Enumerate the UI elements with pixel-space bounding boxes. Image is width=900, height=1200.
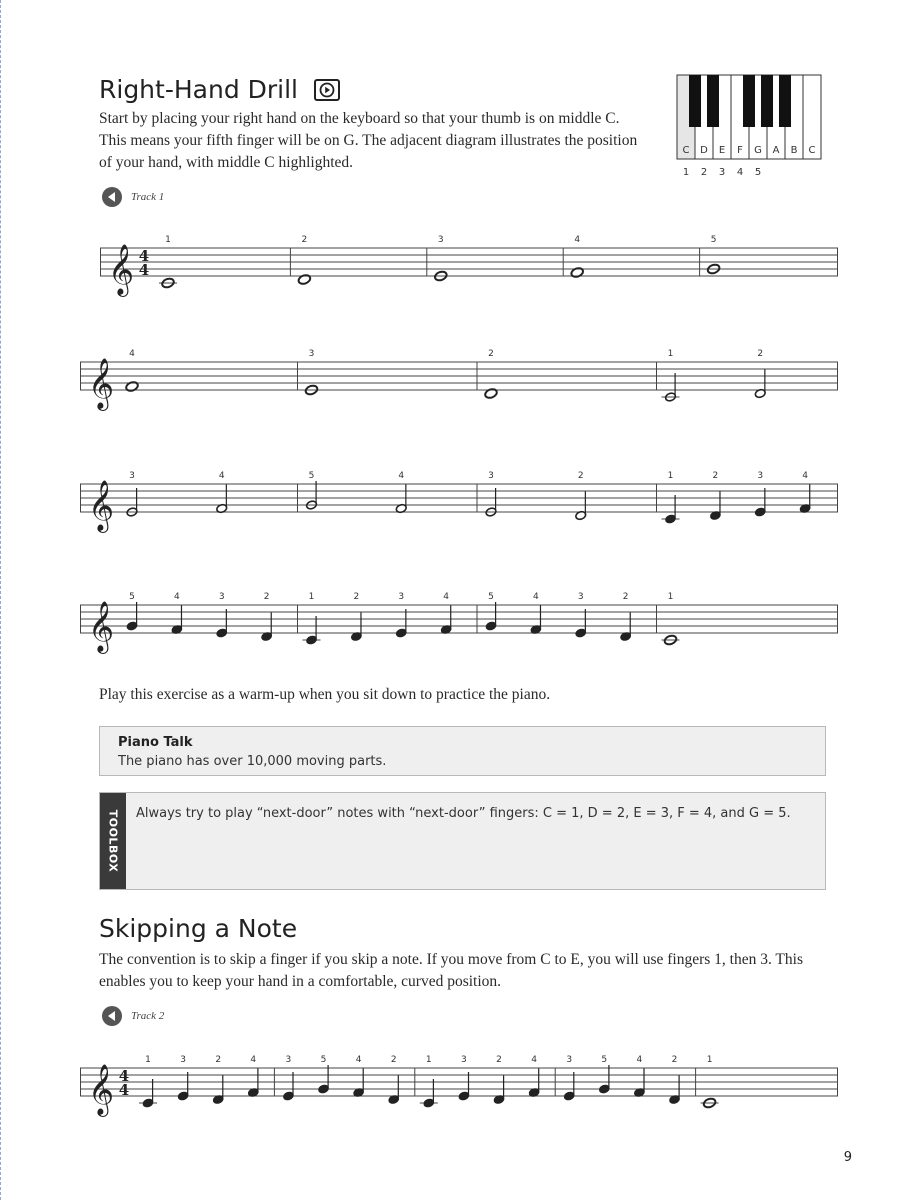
time-signature-bottom: 4: [138, 261, 150, 279]
key-label: E: [718, 145, 726, 156]
music-staff-1: [100, 226, 840, 296]
key-label: C: [682, 145, 690, 156]
key-label: C: [808, 145, 816, 156]
audio-track-icon: [101, 186, 123, 208]
key-label: F: [737, 145, 743, 156]
fingering-number: 4: [250, 1055, 257, 1065]
key-label: A: [772, 145, 780, 156]
warmup-text: Play this exercise as a warm-up when you sit down to practice the piano.: [99, 686, 551, 703]
skipping-paragraph: [99, 949, 839, 993]
toolbox-label: TOOLBOX: [106, 809, 120, 873]
fingering-number: 2: [757, 349, 764, 359]
treble-clef: 𝄞: [88, 601, 115, 652]
fingering-number: 3: [129, 471, 135, 481]
track-2[interactable]: [101, 1005, 164, 1027]
page-edge: [0, 0, 3, 1200]
whole-note: [484, 388, 498, 400]
fingering-number: 5: [601, 1055, 608, 1065]
fingering-number: 1: [145, 1055, 151, 1065]
key-label: B: [790, 145, 798, 156]
fingering-number: 5: [320, 1055, 327, 1065]
fingering-number: 4: [574, 235, 581, 245]
intro-line: This means your fifth finger will be on G. The adjacent diagram illustrates the position: [99, 132, 638, 149]
time-signature-top: 4: [118, 1067, 130, 1085]
fingering-number: 2: [577, 471, 584, 481]
treble-clef: 𝄞: [88, 358, 115, 409]
fingering-number: 4: [802, 471, 808, 481]
finger-number: 2: [700, 167, 708, 178]
black-key: [707, 75, 719, 127]
fingering-number: 4: [443, 592, 449, 602]
fingering-number: 1: [165, 235, 171, 245]
fingering-number: 1: [425, 1055, 432, 1065]
black-key: [743, 75, 755, 127]
fingering-number: 2: [496, 1055, 502, 1065]
finger-number: 5: [754, 167, 762, 178]
fingering-number: 2: [215, 1055, 222, 1065]
whole-note: [570, 267, 584, 279]
finger-number: 3: [718, 167, 726, 178]
finger-number: 1: [682, 167, 690, 178]
fingering-number: 5: [129, 592, 135, 602]
fingering-number: 2: [671, 1055, 678, 1065]
whole-note: [125, 381, 139, 393]
fingering-number: 4: [636, 1055, 643, 1065]
fingering-number: 5: [488, 592, 494, 602]
audio-track-icon: [101, 1005, 123, 1027]
toolbox-text: Always try to play “next-door” notes with “next-door” fingers: C = 1, D = 2, E = 3, F = 4, and G = 5.: [136, 806, 791, 821]
track-label: Track 1: [131, 191, 165, 203]
fingering-number: 3: [218, 592, 225, 602]
fingering-number: 2: [301, 235, 308, 245]
fingering-number: 4: [398, 471, 405, 481]
time-signature-bottom: 4: [118, 1081, 130, 1099]
black-key: [761, 75, 773, 127]
track-label: Track 2: [131, 1010, 165, 1022]
fingering-number: 3: [437, 235, 444, 245]
treble-clef: 𝄞: [88, 480, 115, 531]
fingering-number: 3: [461, 1055, 467, 1065]
fingering-number: 4: [129, 349, 135, 359]
fingering-number: 3: [308, 349, 315, 359]
intro-line: enables you to keep your hand in a comfortable, curved position.: [99, 973, 502, 990]
toolbox-tab: [100, 793, 126, 889]
time-signature-top: 4: [138, 247, 150, 265]
fingering-number: 2: [488, 349, 494, 359]
fingering-number: 5: [710, 235, 717, 245]
section-title-right-hand-drill: Right-Hand Drill: [99, 75, 298, 104]
intro-line: Start by placing your right hand on the keyboard so that your thumb is on middle C.: [99, 110, 620, 127]
fingering-number: 1: [667, 471, 674, 481]
treble-clef: 𝄞: [88, 1064, 115, 1115]
black-key: [779, 75, 791, 127]
piano-talk-title: Piano Talk: [118, 735, 193, 750]
music-staff-4: [80, 583, 840, 653]
fingering-number: 4: [218, 471, 225, 481]
intro-paragraph: [99, 108, 659, 174]
treble-clef: 𝄞: [108, 244, 135, 295]
fingering-number: 3: [757, 471, 764, 481]
toolbox-box: [99, 792, 826, 890]
fingering-number: 1: [706, 1055, 713, 1065]
whole-note: [297, 274, 311, 286]
fingering-number: 2: [390, 1055, 397, 1065]
fingering-number: 4: [531, 1055, 537, 1065]
intro-line: The convention is to skip a finger if you skip a note. If you move from C to E, you will use fingers 1, then 3. This: [99, 951, 803, 968]
fingering-number: 1: [667, 349, 674, 359]
finger-number: 4: [736, 167, 744, 178]
fingering-number: 5: [308, 471, 315, 481]
key-label: D: [700, 145, 708, 156]
fingering-number: 3: [180, 1055, 186, 1065]
fingering-number: 3: [398, 592, 405, 602]
fingering-number: 1: [308, 592, 315, 602]
piano-talk-box: [99, 726, 826, 776]
keyboard-diagram: [675, 73, 825, 179]
music-staff-3: [80, 462, 840, 532]
fingering-number: 3: [577, 592, 584, 602]
fingering-number: 2: [263, 592, 270, 602]
section-title-skipping-a-note: Skipping a Note: [99, 914, 298, 943]
track-1[interactable]: [101, 186, 164, 208]
video-play-button[interactable]: [314, 79, 340, 101]
fingering-number: 4: [355, 1055, 362, 1065]
black-key: [689, 75, 701, 127]
fingering-number: 2: [712, 471, 719, 481]
fingering-number: 2: [353, 592, 360, 602]
piano-talk-text: The piano has over 10,000 moving parts.: [118, 754, 387, 769]
fingering-number: 1: [667, 592, 674, 602]
key-label: G: [754, 145, 762, 156]
music-staff-5: [80, 1046, 840, 1116]
fingering-number: 3: [566, 1055, 573, 1065]
music-staff-2: [80, 340, 840, 410]
fingering-number: 4: [533, 592, 539, 602]
fingering-number: 4: [174, 592, 180, 602]
play-icon: [316, 81, 338, 99]
fingering-number: 2: [622, 592, 629, 602]
page-number: 9: [843, 1150, 852, 1165]
fingering-number: 3: [285, 1055, 292, 1065]
fingering-number: 3: [488, 471, 494, 481]
intro-line: of your hand, with middle C highlighted.: [99, 154, 354, 171]
